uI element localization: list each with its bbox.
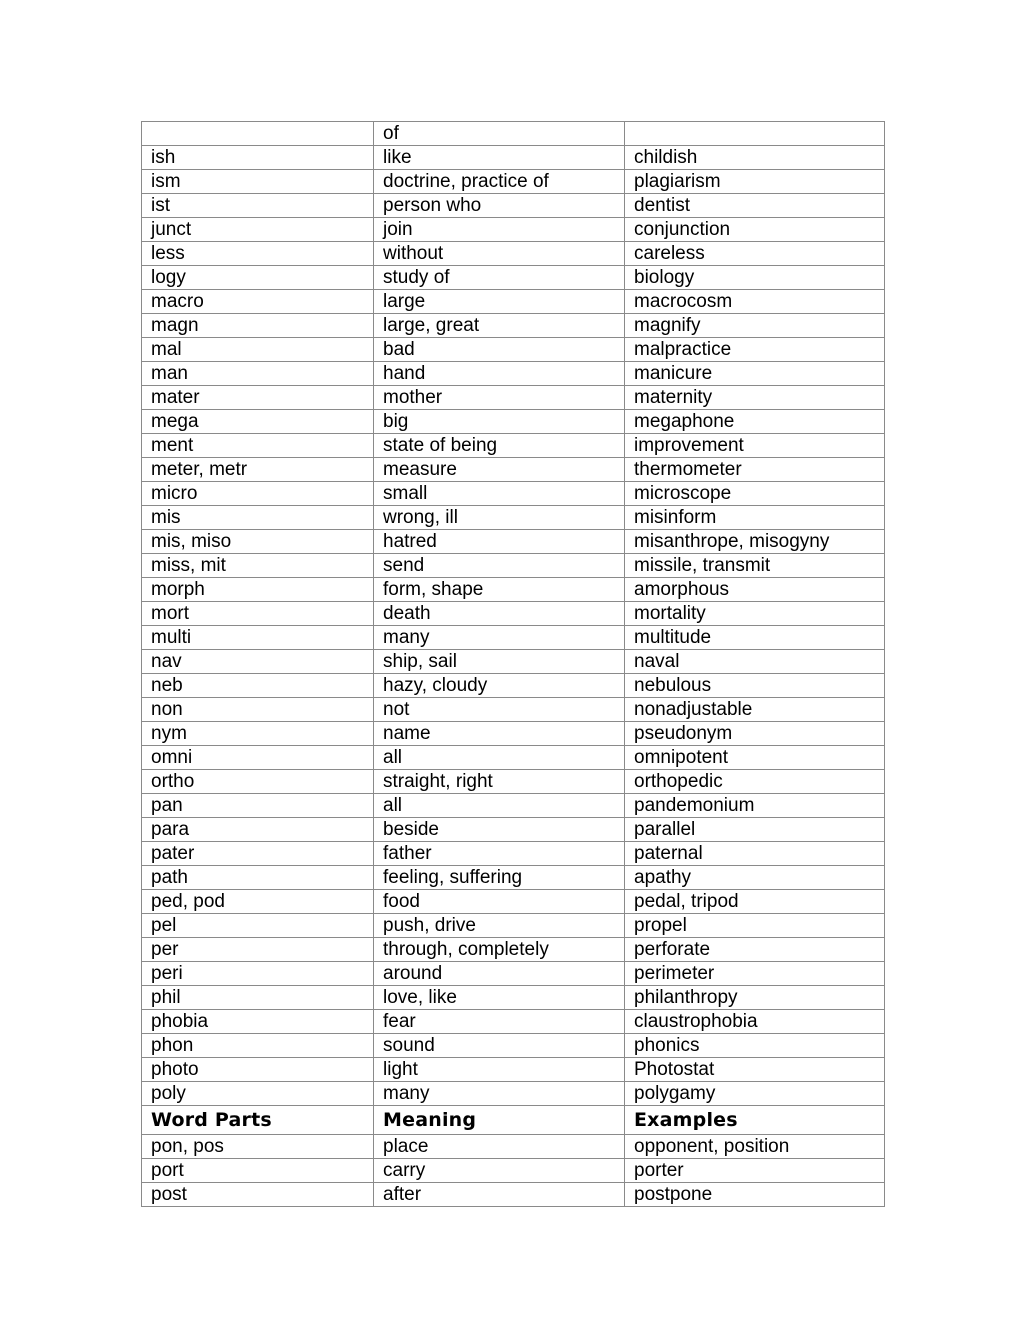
meaning-cell: wrong, ill (374, 506, 625, 530)
example-cell: opponent, position (625, 1135, 885, 1159)
table-row (142, 890, 885, 914)
meaning-cell: name (374, 722, 625, 746)
example-cell: philanthropy (625, 986, 885, 1010)
word-part-cell: logy (142, 266, 374, 290)
example-cell: childish (625, 146, 885, 170)
example-cell: macrocosm (625, 290, 885, 314)
table-row (142, 962, 885, 986)
meaning-cell: after (374, 1183, 625, 1207)
word-part-cell: post (142, 1183, 374, 1207)
example-cell: manicure (625, 362, 885, 386)
table-row (142, 578, 885, 602)
table-row (142, 290, 885, 314)
word-part-cell: less (142, 242, 374, 266)
table-row (142, 218, 885, 242)
example-cell: Photostat (625, 1058, 885, 1082)
word-part-cell: ortho (142, 770, 374, 794)
meaning-cell: large (374, 290, 625, 314)
table-row (142, 170, 885, 194)
word-part-cell: mega (142, 410, 374, 434)
example-cell: megaphone (625, 410, 885, 434)
word-part-cell: ist (142, 194, 374, 218)
word-part-cell: omni (142, 746, 374, 770)
meaning-cell: around (374, 962, 625, 986)
example-cell: pseudonym (625, 722, 885, 746)
example-cell: porter (625, 1159, 885, 1183)
example-cell: biology (625, 266, 885, 290)
example-cell: multitude (625, 626, 885, 650)
table-row (142, 986, 885, 1010)
meaning-cell: large, great (374, 314, 625, 338)
example-cell: orthopedic (625, 770, 885, 794)
word-part-cell: ish (142, 146, 374, 170)
table-row (142, 842, 885, 866)
word-part-cell: pon, pos (142, 1135, 374, 1159)
word-part-cell: para (142, 818, 374, 842)
table-body-before-header (142, 122, 885, 1106)
example-cell: phonics (625, 1034, 885, 1058)
table-row (142, 938, 885, 962)
table-row (142, 458, 885, 482)
word-part-cell: meter, metr (142, 458, 374, 482)
table-row (142, 1135, 885, 1159)
meaning-cell: study of (374, 266, 625, 290)
example-cell: dentist (625, 194, 885, 218)
word-part-cell: multi (142, 626, 374, 650)
meaning-cell: many (374, 626, 625, 650)
meaning-cell: without (374, 242, 625, 266)
example-cell: thermometer (625, 458, 885, 482)
word-part-cell: mal (142, 338, 374, 362)
example-cell: polygamy (625, 1082, 885, 1106)
table-row (142, 122, 885, 146)
example-cell: malpractice (625, 338, 885, 362)
table-row (142, 434, 885, 458)
table-row (142, 602, 885, 626)
table-row (142, 410, 885, 434)
table-row (142, 386, 885, 410)
example-cell: missile, transmit (625, 554, 885, 578)
table-row (142, 338, 885, 362)
table-row (142, 362, 885, 386)
meaning-cell: send (374, 554, 625, 578)
table-header-section (142, 1106, 885, 1135)
meaning-cell: like (374, 146, 625, 170)
example-cell: magnify (625, 314, 885, 338)
table-row (142, 482, 885, 506)
word-part-cell: phobia (142, 1010, 374, 1034)
example-cell: postpone (625, 1183, 885, 1207)
example-cell: misanthrope, misogyny (625, 530, 885, 554)
meaning-cell: bad (374, 338, 625, 362)
word-part-cell: phil (142, 986, 374, 1010)
example-cell: perforate (625, 938, 885, 962)
example-cell: amorphous (625, 578, 885, 602)
meaning-cell: hand (374, 362, 625, 386)
meaning-cell: join (374, 218, 625, 242)
table-row (142, 674, 885, 698)
table-row (142, 1010, 885, 1034)
meaning-cell: place (374, 1135, 625, 1159)
example-cell: conjunction (625, 218, 885, 242)
table-row (142, 698, 885, 722)
word-part-cell: neb (142, 674, 374, 698)
table-row (142, 866, 885, 890)
table-row (142, 818, 885, 842)
meaning-cell: all (374, 794, 625, 818)
header-examples: Examples (625, 1106, 885, 1135)
meaning-cell: hatred (374, 530, 625, 554)
word-part-cell: photo (142, 1058, 374, 1082)
meaning-cell: form, shape (374, 578, 625, 602)
meaning-cell: feeling, suffering (374, 866, 625, 890)
example-cell: perimeter (625, 962, 885, 986)
word-part-cell: ment (142, 434, 374, 458)
table-row (142, 530, 885, 554)
meaning-cell: carry (374, 1159, 625, 1183)
table-row (142, 146, 885, 170)
table-row (142, 746, 885, 770)
word-part-cell: nav (142, 650, 374, 674)
example-cell: maternity (625, 386, 885, 410)
example-cell: paternal (625, 842, 885, 866)
example-cell: naval (625, 650, 885, 674)
word-part-cell: port (142, 1159, 374, 1183)
meaning-cell: push, drive (374, 914, 625, 938)
table-row (142, 554, 885, 578)
meaning-cell: doctrine, practice of (374, 170, 625, 194)
meaning-cell: mother (374, 386, 625, 410)
meaning-cell: big (374, 410, 625, 434)
meaning-cell: beside (374, 818, 625, 842)
meaning-cell: food (374, 890, 625, 914)
example-cell: microscope (625, 482, 885, 506)
table-header-row (142, 1106, 885, 1135)
word-part-cell: mis, miso (142, 530, 374, 554)
word-part-cell: mater (142, 386, 374, 410)
example-cell: nebulous (625, 674, 885, 698)
example-cell: careless (625, 242, 885, 266)
meaning-cell: ship, sail (374, 650, 625, 674)
table-row (142, 914, 885, 938)
word-part-cell: poly (142, 1082, 374, 1106)
meaning-cell: death (374, 602, 625, 626)
word-part-cell: mort (142, 602, 374, 626)
header-meaning: Meaning (374, 1106, 625, 1135)
example-cell: pandemonium (625, 794, 885, 818)
word-part-cell: ped, pod (142, 890, 374, 914)
word-part-cell: magn (142, 314, 374, 338)
word-part-cell: morph (142, 578, 374, 602)
table-row (142, 722, 885, 746)
word-part-cell: path (142, 866, 374, 890)
word-part-cell: pater (142, 842, 374, 866)
meaning-cell: measure (374, 458, 625, 482)
word-parts-table (141, 121, 885, 1207)
meaning-cell: straight, right (374, 770, 625, 794)
table-body-after-header (142, 1135, 885, 1207)
word-part-cell: peri (142, 962, 374, 986)
word-part-cell: macro (142, 290, 374, 314)
example-cell: apathy (625, 866, 885, 890)
meaning-cell: light (374, 1058, 625, 1082)
word-part-cell: non (142, 698, 374, 722)
word-part-cell: pel (142, 914, 374, 938)
table-row (142, 650, 885, 674)
word-part-cell: phon (142, 1034, 374, 1058)
word-part-cell: junct (142, 218, 374, 242)
example-cell: claustrophobia (625, 1010, 885, 1034)
meaning-cell: not (374, 698, 625, 722)
table-row (142, 1183, 885, 1207)
table-row (142, 314, 885, 338)
word-part-cell: man (142, 362, 374, 386)
table-row (142, 506, 885, 530)
word-part-cell: mis (142, 506, 374, 530)
table-row (142, 194, 885, 218)
table-row (142, 1058, 885, 1082)
word-part-cell: ism (142, 170, 374, 194)
header-word-parts: Word Parts (142, 1106, 374, 1135)
example-cell: misinform (625, 506, 885, 530)
example-cell: propel (625, 914, 885, 938)
meaning-cell: love, like (374, 986, 625, 1010)
meaning-cell: person who (374, 194, 625, 218)
word-part-cell: micro (142, 482, 374, 506)
word-part-cell: nym (142, 722, 374, 746)
table-row (142, 266, 885, 290)
meaning-cell: hazy, cloudy (374, 674, 625, 698)
example-cell: pedal, tripod (625, 890, 885, 914)
table-row (142, 626, 885, 650)
meaning-cell: fear (374, 1010, 625, 1034)
word-part-cell: per (142, 938, 374, 962)
word-part-cell: miss, mit (142, 554, 374, 578)
example-cell: plagiarism (625, 170, 885, 194)
example-cell: omnipotent (625, 746, 885, 770)
table-row (142, 794, 885, 818)
table-row (142, 1159, 885, 1183)
table-row (142, 242, 885, 266)
example-cell (625, 122, 885, 146)
table-row (142, 770, 885, 794)
meaning-cell: through, completely (374, 938, 625, 962)
meaning-cell: of (374, 122, 625, 146)
example-cell: improvement (625, 434, 885, 458)
table-row (142, 1082, 885, 1106)
meaning-cell: sound (374, 1034, 625, 1058)
meaning-cell: state of being (374, 434, 625, 458)
example-cell: parallel (625, 818, 885, 842)
meaning-cell: small (374, 482, 625, 506)
word-part-cell (142, 122, 374, 146)
meaning-cell: father (374, 842, 625, 866)
meaning-cell: all (374, 746, 625, 770)
meaning-cell: many (374, 1082, 625, 1106)
table-row (142, 1034, 885, 1058)
example-cell: mortality (625, 602, 885, 626)
word-part-cell: pan (142, 794, 374, 818)
example-cell: nonadjustable (625, 698, 885, 722)
